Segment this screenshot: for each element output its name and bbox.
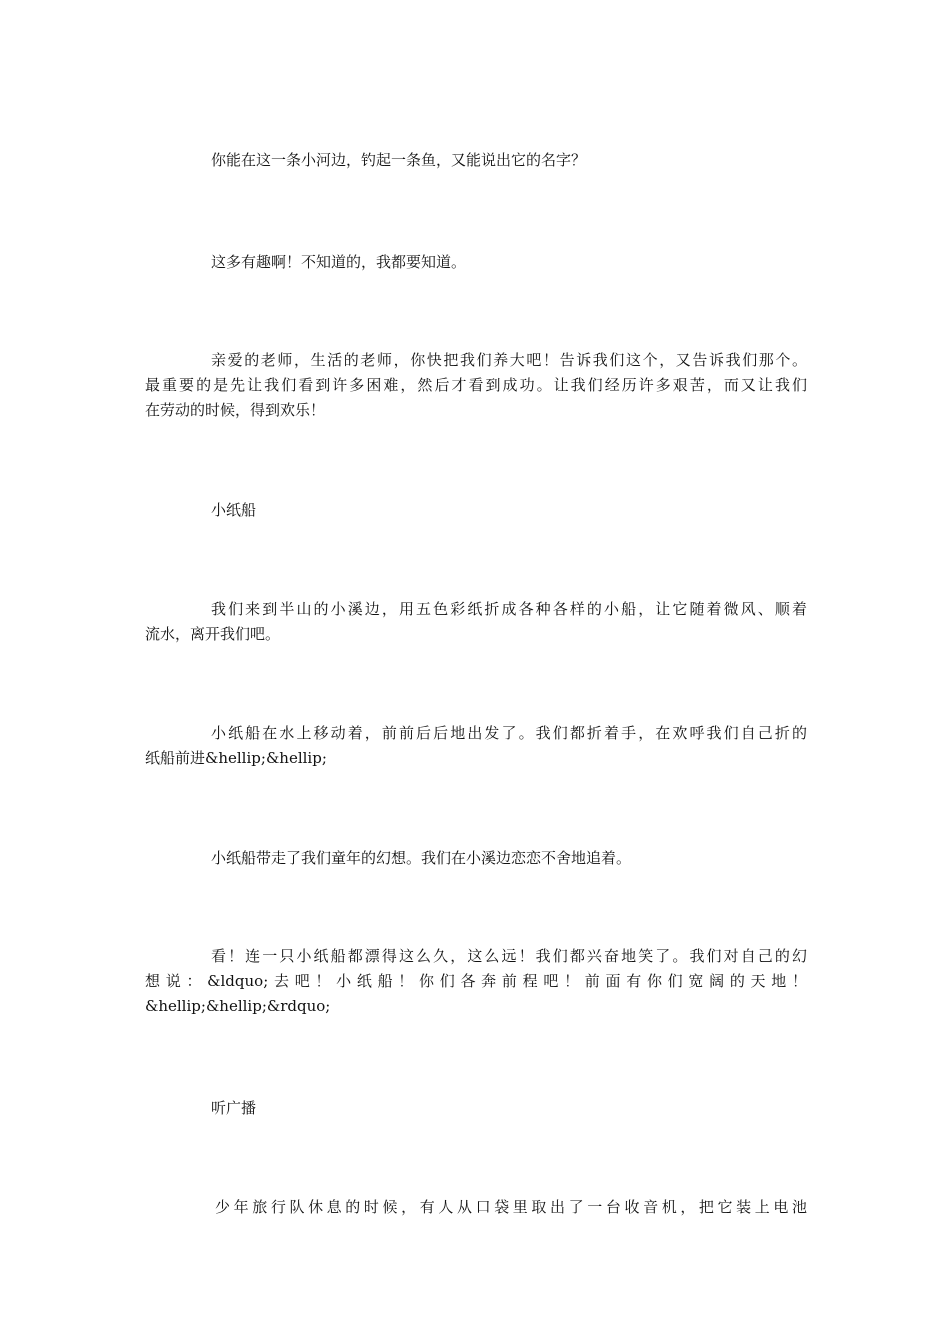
text-line: 我们来到半山的小溪边，用五色彩纸折成各种各样的小船，让它随着微风、顺着: [211, 600, 807, 618]
paragraph-2: [145, 250, 807, 275]
text-line: 亲爱的老师，生活的老师，你快把我们养大吧！告诉我们这个，又告诉我们那个。: [211, 351, 807, 369]
paragraph-7: [145, 846, 807, 871]
text-line: 最重要的是先让我们看到许多困难，然后才看到成功。让我们经历许多艰苦，而又让我们: [145, 376, 807, 394]
text-line: 少年旅行队休息的时候，有人从口袋里取出了一台收音机，把它装上电池: [215, 1198, 807, 1216]
heading-text: 听广播: [211, 1099, 257, 1117]
paragraph-8: [145, 944, 807, 1019]
paragraph-5: [145, 597, 807, 647]
section-heading-paper-boat: [145, 498, 807, 523]
paragraph-3: [145, 348, 807, 423]
text-line: 在劳动的时候，得到欢乐！: [145, 401, 326, 419]
text-line: 想说：&ldquo;去吧！小纸船！你们各奔前程吧！前面有你们宽阔的天地！: [145, 972, 807, 990]
paragraph-1: [145, 148, 807, 173]
text-line: 小纸船带走了我们童年的幻想。我们在小溪边恋恋不舍地追着。: [211, 849, 632, 867]
paragraph-6: [145, 721, 807, 771]
text-line: 你能在这一条小河边，钓起一条鱼，又能说出它的名字？: [211, 151, 587, 169]
text-line: 纸船前进&hellip;&hellip;: [145, 749, 327, 767]
heading-text: 小纸船: [211, 501, 257, 519]
text-line: &hellip;&hellip;&rdquo;: [145, 997, 331, 1015]
section-heading-listen-broadcast: [145, 1096, 807, 1121]
text-line: 这多有趣啊！不知道的，我都要知道。: [211, 253, 467, 271]
text-line: 流水，离开我们吧。: [145, 625, 281, 643]
text-line: 小纸船在水上移动着，前前后后地出发了。我们都折着手，在欢呼我们自己折的: [211, 724, 807, 742]
text-line: 看！连一只小纸船都漂得这么久，这么远！我们都兴奋地笑了。我们对自己的幻: [211, 947, 807, 965]
paragraph-10: [145, 1195, 807, 1220]
